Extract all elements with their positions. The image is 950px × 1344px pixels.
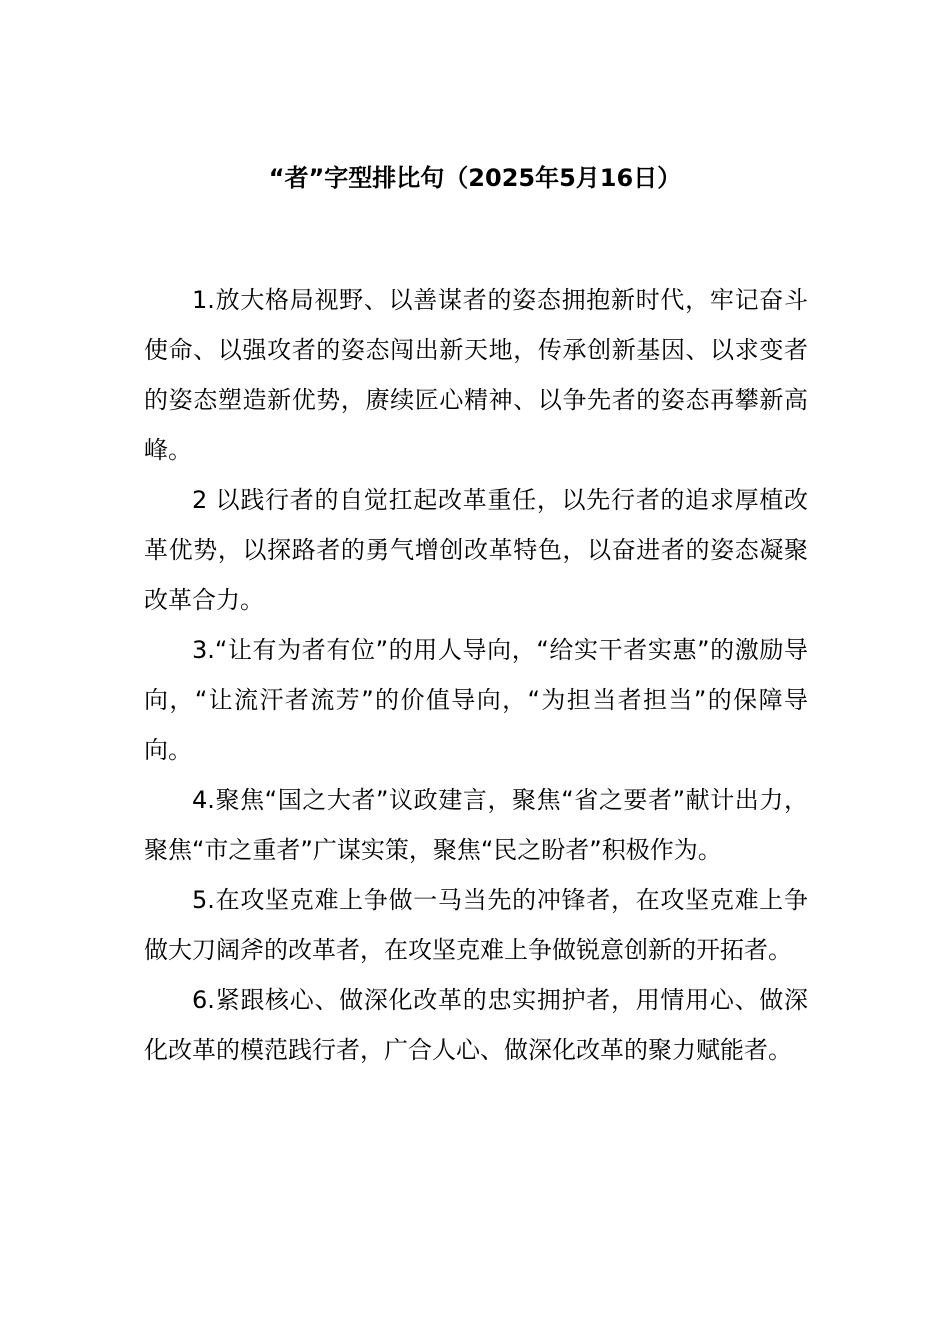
paragraph-1: 1.放大格局视野、以善谋者的姿态拥抱新时代，牢记奋斗使命、以强攻者的姿态闯出新天地，传承创新基因、以求变者的姿态塑造新优势，赓续匠心精神、以争先者的姿态再攀新高峰。 [144, 286, 808, 464]
paragraph-3: 3.“让有为者有位”的用人导向，“给实干者实惠”的激励导向，“让流汗者流芳”的价值导向，“为担当者担当”的保障导向。 [144, 636, 808, 764]
document-body [144, 275, 808, 1075]
paragraph-5: 5.在攻坚克难上争做一马当先的冲锋者，在攻坚克难上争做大刀阔斧的改革者，在攻坚克难上争做锐意创新的开拓者。 [144, 886, 808, 964]
paragraph-6: 6.紧跟核心、做深化改革的忠实拥护者，用情用心、做深化改革的模范践行者，广合人心、做深化改革的聚力赋能者。 [144, 986, 808, 1064]
paragraph-4: 4.聚焦“国之大者”议政建言，聚焦“省之要者”献计出力，聚焦“市之重者”广谋实策，聚焦“民之盼者”积极作为。 [144, 786, 808, 864]
paragraph-2: 2 以践行者的自觉扛起改革重任，以先行者的追求厚植改革优势，以探路者的勇气增创改革特色，以奋进者的姿态凝聚改革合力。 [144, 486, 808, 614]
document-title: “者”字型排比句（2025年5月16日） [268, 164, 682, 192]
